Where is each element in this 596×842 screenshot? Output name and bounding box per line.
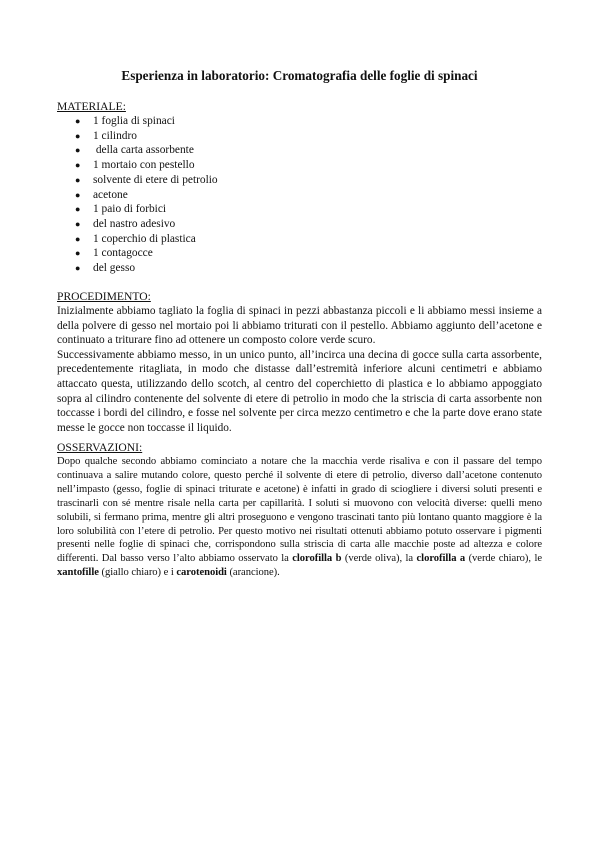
pigment-chlorophyll-b: clorofilla b [292, 553, 342, 565]
list-item-label: del gesso [93, 262, 136, 275]
list-item [57, 158, 542, 173]
list-item-label: 1 foglia di spinaci [93, 115, 175, 127]
bullet-icon: ● [75, 263, 81, 274]
pigment-xanthophylls: xantofille [57, 567, 99, 579]
materials-list [57, 114, 542, 276]
list-item-label: 1 coperchio di plastica [93, 232, 196, 245]
list-item [57, 173, 542, 188]
materials-heading: MATERIALE: [57, 100, 126, 113]
list-item-label: 1 cilindro [93, 129, 137, 142]
list-item-label: 1 paio di forbici [93, 203, 167, 216]
observations-text-4: (giallo chiaro) e i [98, 567, 177, 579]
bullet-icon: ● [75, 130, 81, 141]
list-item [57, 246, 542, 261]
list-item-label: della carta assorbente [93, 144, 194, 157]
list-item-label: acetone [93, 188, 128, 201]
procedure-paragraph-1: Inizialmente abbiamo tagliato la foglia di spinaci in pezzi abbastanza piccoli e li abbiamo messi insieme a della polvere di gesso nel mortaio poi li abbiamo triturati con il pestello. Abbiamo aggiunto dell’acetone e continuato a triturare fino ad ottenere un composto colore verde scuro. [57, 305, 542, 347]
list-item [57, 114, 542, 129]
list-item [57, 232, 542, 247]
procedure-paragraph-2: Successivamente abbiamo messo, in un unico punto, all’incirca una decina di gocce sulla carta assorbente, precedentemente ritagliata, in modo che distasse dall’estremità inferiore alcuni centimetri e abbiamo attaccato questa, utilizzando dello scotch, al centro del coperchietto di plastica e lo abbiamo appoggiato sopra al cilindro contenente del solvente di etere di petrolio in modo che la striscia di carta assorbente non toccasse i bordi del cilindro, e fosse nel solvente per circa mezzo centimetro e che la parte dove erano state messe le gocce non toccasse il liquido. [57, 348, 542, 434]
observations-text-2: (verde oliva), la [341, 553, 417, 565]
list-item [57, 188, 542, 203]
observations-section [57, 441, 542, 580]
observations-text-3: (verde chiaro), le [465, 553, 542, 565]
observations-heading: OSSERVAZIONI: [57, 441, 143, 454]
observations-paragraph [57, 455, 542, 580]
bullet-icon: ● [75, 160, 81, 171]
observations-text-5: (arancione). [226, 567, 280, 579]
list-item-label: solvente di etere di petrolio [93, 173, 218, 186]
bullet-icon: ● [75, 116, 81, 126]
list-item [57, 261, 542, 276]
pigment-chlorophyll-a: clorofilla a [416, 553, 466, 565]
observations-text-1: Dopo qualche secondo abbiamo cominciato a notare che la macchia verde risaliva e con il passare del tempo continuava a salire mutando colore, questo perché il solvente di etere di petrolio, diverso dall’acetone contenuto nell’impasto (gesso, foglie di spinaci triturate e acetone) è infatti in grado di sciogliere i diversi soluti presenti e trascinarli con sé mentre risale nella carta per capillarità. I soluti si muovono con velocità diverse: quelli meno solubili, si fermano prima, mentre gli altri proseguono e vengono trascinati tanto più lontano quanto maggiore è la loro solubilità con l’etere di petrolio. Per questo motivo nei risultati ottenuti abbiamo potuto osservare i pigmenti presenti nelle foglie di spinaci che, corrispondono sulla striscia di carta alle macchie poste ad altezza e colore differenti. Dal basso verso l’alto abbiamo osservato la [57, 456, 542, 565]
bullet-icon: ● [75, 189, 81, 200]
bullet-icon: ● [75, 204, 81, 215]
list-item [57, 202, 542, 217]
page-title: Esperienza in laboratorio: Cromatografia delle foglie di spinaci [121, 68, 478, 83]
list-item-label: del nastro adesivo [93, 217, 176, 230]
list-item [57, 217, 542, 232]
bullet-icon: ● [75, 174, 81, 185]
list-item [57, 129, 542, 144]
bullet-icon: ● [75, 145, 81, 156]
list-item-label: 1 mortaio con pestello [93, 159, 195, 172]
procedure-heading: PROCEDIMENTO: [57, 290, 151, 303]
bullet-icon: ● [75, 233, 81, 244]
procedure-section [57, 290, 542, 435]
materials-section [57, 100, 542, 276]
list-item [57, 143, 542, 158]
pigment-carotenoids: carotenoidi [176, 567, 227, 579]
bullet-icon: ● [75, 218, 81, 229]
list-item-label: 1 contagocce [93, 247, 153, 260]
bullet-icon: ● [75, 248, 81, 259]
